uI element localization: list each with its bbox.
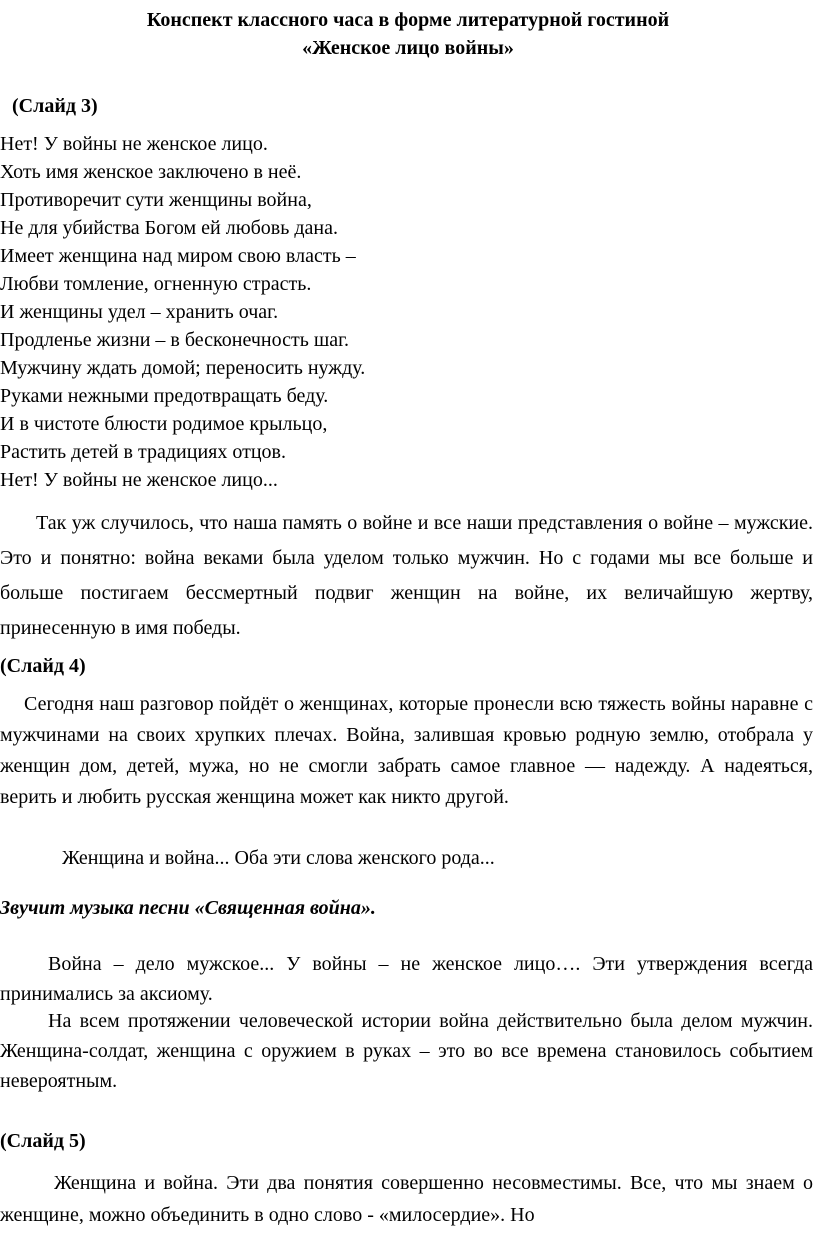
- slide-3-paragraph: Так уж случилось, что наша память о войне и все наши представления о войне – мужские. Это и понятно: война веками была уделом только мужчин. Но с годами мы все больше и больше постигаем бессмертный подвиг женщин на войне, их величайшую жертву, принесенную в имя победы.: [0, 512, 813, 639]
- slide-4-paragraph-4: На всем протяжении человеческой истории война действительно была делом мужчин. Женщина-солдат, женщина с оружием в руках – это во все времена становилось событием невероятным.: [0, 1010, 813, 1092]
- poem-line: И в чистоте блюсти родимое крыльцо,: [0, 413, 328, 435]
- poem-line: И женщины удел – хранить очаг.: [0, 301, 279, 323]
- poem-line: Растить детей в традициях отцов.: [0, 441, 286, 463]
- poem-line: Имеет женщина над миром свою власть –: [0, 245, 356, 267]
- slide-5-paragraph: Женщина и война. Эти два понятия совершенно несовместимы. Все, что мы знаем о женщине, можно объединить в одно слово - «милосердие». Но: [0, 1172, 813, 1226]
- poem-line: Хоть имя женское заключено в неё.: [0, 161, 302, 183]
- slide-4-label: (Слайд 4): [0, 655, 86, 677]
- poem-line: Продленье жизни – в бесконечность шаг.: [0, 329, 350, 351]
- slide-3-label: (Слайд 3): [12, 95, 98, 117]
- poem-line: Нет! У войны не женское лицо...: [0, 469, 278, 491]
- slide-4-paragraph-1: Сегодня наш разговор пойдёт о женщинах, которые пронесли всю тяжесть войны наравне с мужчинами на своих хрупких плечах. Война, залившая кровью родную землю, отобрала у женщин дом, детей, мужа, но не смогли забрать самое главное — надежду. А надеяться, верить и любить русская женщина может как никто другой.: [0, 693, 813, 808]
- poem-line: Не для убийства Богом ей любовь дана.: [0, 217, 339, 239]
- slide-5-label: (Слайд 5): [0, 1130, 86, 1152]
- music-note: Звучит музыка песни «Священная война».: [0, 897, 376, 919]
- title-line-2: «Женское лицо войны»: [302, 37, 514, 59]
- poem-line: Мужчину ждать домой; переносить нужду.: [0, 357, 366, 379]
- poem-line: Любви томление, огненную страсть.: [0, 273, 312, 295]
- poem-line: Руками нежными предотвращать беду.: [0, 385, 329, 407]
- slide-4-paragraph-3: Война – дело мужское... У войны – не женское лицо…. Эти утверждения всегда принимались за аксиому.: [0, 953, 813, 1005]
- poem-line: Нет! У войны не женское лицо.: [0, 133, 268, 155]
- slide-4-line-2: Женщина и война... Оба эти слова женского рода...: [62, 847, 495, 869]
- title-line-1: Конспект классного часа в форме литературной гостиной: [146, 9, 670, 31]
- poem-line: Противоречит сути женщины война,: [0, 189, 312, 211]
